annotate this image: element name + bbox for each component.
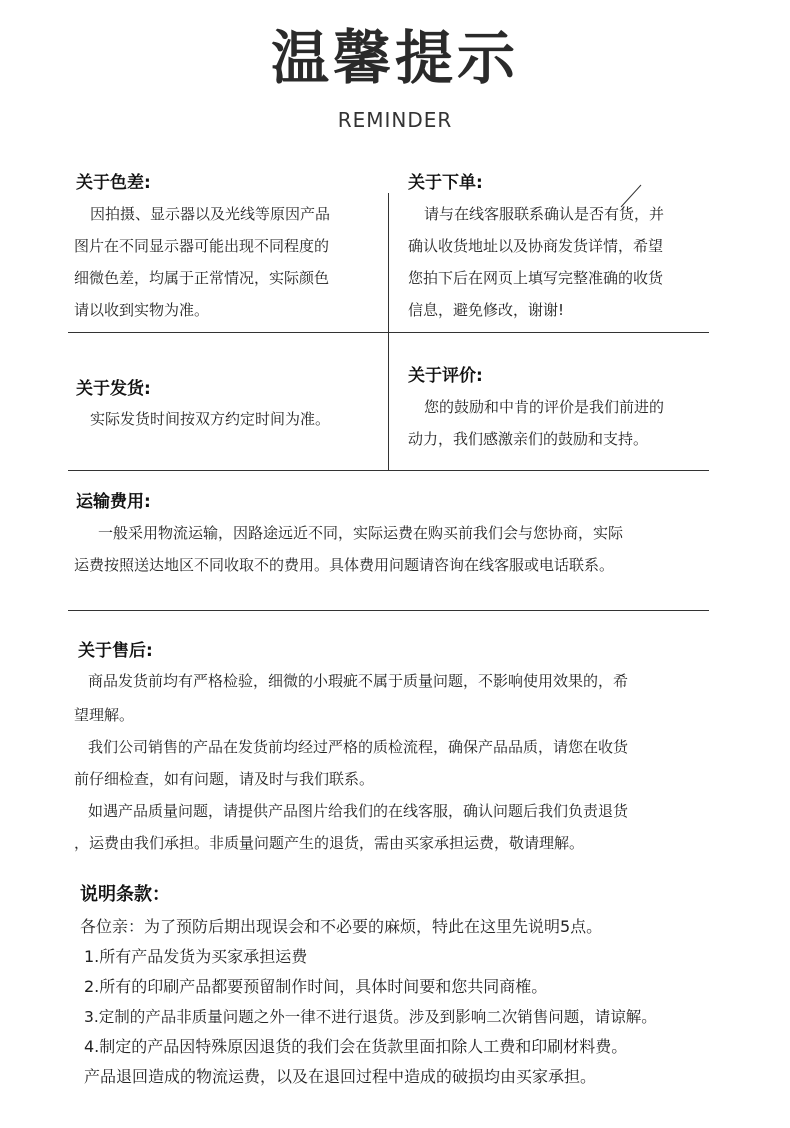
section-divider-freight <box>68 610 709 611</box>
terms-line: 产品退回造成的物流运费，以及在退回过程中造成的破损均由买家承担。 <box>84 1067 597 1086</box>
terms-line: 4.制定的产品因特殊原因退货的我们会在货款里面扣除人工费和印刷材料费。 <box>84 1037 628 1056</box>
terms-line: 1.所有产品发货为买家承担运费 <box>84 947 308 966</box>
ordering-line: 请与在线客服联系确认是否有货，并 <box>424 205 665 223</box>
pen-stroke-mark <box>617 183 643 209</box>
ordering-line: 信息，避免修改，谢谢! <box>408 301 565 319</box>
shipping-heading: 关于发货: <box>76 379 151 399</box>
color-diff-line: 请以收到实物为准。 <box>74 301 210 319</box>
review-line: 动力，我们感激亲们的鼓励和支持。 <box>408 430 649 448</box>
ordering-heading: 关于下单: <box>408 173 483 193</box>
after-sale-line: 前仔细检查，如有问题，请及时与我们联系。 <box>74 770 375 788</box>
freight-heading: 运输费用: <box>76 492 151 512</box>
after-sale-line: 如遇产品质量问题，请提供产品图片给我们的在线客服，确认问题后我们负责退货 <box>88 802 629 820</box>
terms-heading: 说明条款： <box>80 884 170 905</box>
after-sale-line: ，运费由我们承担。非质量问题产生的退货，需由买家承担运费，敬请理解。 <box>74 834 585 852</box>
after-sale-line: 望理解。 <box>74 706 135 724</box>
grid-divider-vertical-top <box>388 193 389 332</box>
ordering-line: 您拍下后在网页上填写完整准确的收货 <box>408 269 664 287</box>
review-heading: 关于评价: <box>408 366 483 386</box>
after-sale-heading: 关于售后: <box>78 641 153 661</box>
freight-line: 运费按照送达地区不同收取不的费用。具体费用问题请咨询在线客服或电话联系。 <box>74 556 615 574</box>
ordering-line: 确认收货地址以及协商发货详情，希望 <box>408 237 664 255</box>
terms-line: 各位亲：为了预防后期出现误会和不必要的麻烦，特此在这里先说明5点。 <box>80 917 603 936</box>
color-diff-heading: 关于色差: <box>76 173 151 193</box>
color-diff-line: 细微色差，均属于正常情况，实际颜色 <box>74 269 330 287</box>
page-title: 温馨提示 <box>270 24 519 92</box>
freight-line: 一般采用物流运输，因路途远近不同，实际运费在购买前我们会与您协商，实际 <box>98 524 624 542</box>
terms-line: 2.所有的印刷产品都要预留制作时间，具体时间要和您共同商榷。 <box>84 977 548 996</box>
grid-divider-vertical-middle <box>388 332 389 470</box>
color-diff-line: 因拍摄、显示器以及光线等原因产品 <box>90 205 331 223</box>
grid-divider-horizontal-2 <box>68 470 709 471</box>
terms-line: 3.定制的产品非质量问题之外一律不进行退货。涉及到影响二次销售问题，请谅解。 <box>84 1008 657 1026</box>
page-subtitle: REMINDER <box>337 108 453 132</box>
review-line: 您的鼓励和中肯的评价是我们前进的 <box>424 398 665 416</box>
after-sale-line: 商品发货前均有严格检验，细微的小瑕疵不属于质量问题，不影响使用效果的，希 <box>88 672 629 690</box>
shipping-line: 实际发货时间按双方约定时间为准。 <box>90 410 331 428</box>
color-diff-line: 图片在不同显示器可能出现不同程度的 <box>74 237 330 255</box>
after-sale-line: 我们公司销售的产品在发货前均经过严格的质检流程，确保产品品质，请您在收货 <box>88 738 629 756</box>
